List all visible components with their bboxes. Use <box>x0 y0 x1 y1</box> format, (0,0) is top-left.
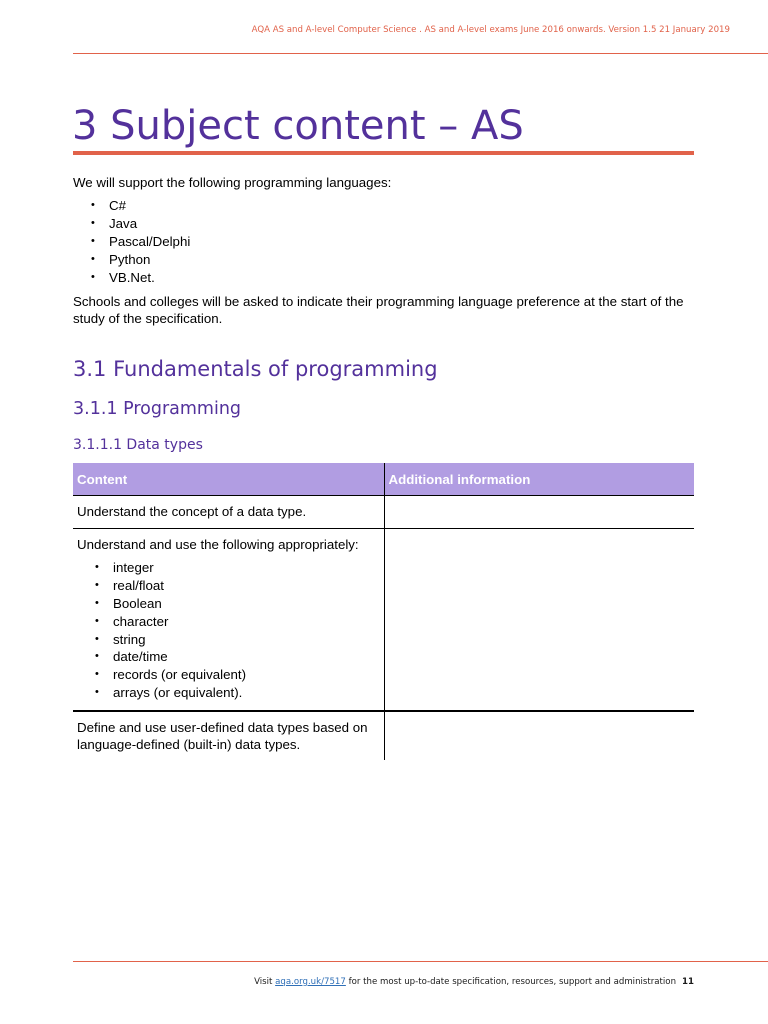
footer-suffix: for the most up-to-date specification, resources, support and administration <box>345 977 677 987</box>
list-item: • Pascal/Delphi <box>73 233 190 251</box>
list-item: • date/time <box>77 648 380 666</box>
list-item: • Boolean <box>77 595 380 613</box>
header-content: Content <box>73 463 384 496</box>
table-row <box>73 711 694 760</box>
table-cell-content <box>73 529 384 712</box>
list-item: • Java <box>73 215 190 233</box>
header-additional-information: Additional information <box>384 463 694 496</box>
table-cell-info <box>384 496 694 529</box>
list-item: • VB.Net. <box>73 269 190 287</box>
table-header-row <box>73 463 694 496</box>
schools-text: Schools and colleges will be asked to indicate their programming language preference at the start of the study of the specification. <box>73 294 684 327</box>
subsection-heading: 3.1.1 Programming <box>73 399 242 419</box>
table-cell-content: Define and use user-defined data types based on language-defined (built-in) data types. <box>77 720 368 753</box>
footer-prefix: Visit <box>254 977 276 987</box>
table-row <box>73 496 694 529</box>
running-header: AQA AS and A-level Computer Science . AS and A-level exams June 2016 onwards. Version 1.5 21 January 2019 <box>251 25 730 35</box>
intro-text: We will support the following programming languages: <box>73 175 392 190</box>
list-item: • records (or equivalent) <box>77 666 380 684</box>
page-number: 11 <box>682 977 694 987</box>
title-rule <box>73 151 694 155</box>
list-item: • real/float <box>77 577 380 595</box>
list-item: • Python <box>73 251 190 269</box>
list-item: • character <box>77 613 380 631</box>
footer-rule <box>73 961 768 962</box>
footer <box>254 977 694 987</box>
cell-text: Understand and use the following appropriately: <box>77 537 359 552</box>
list-item: • C# <box>73 197 190 215</box>
subsubsection-heading: 3.1.1.1 Data types <box>73 437 203 453</box>
data-types-table <box>73 463 694 760</box>
section-heading: 3.1 Fundamentals of programming <box>73 357 438 381</box>
list-item: • integer <box>77 559 380 577</box>
table-cell-info <box>384 529 694 712</box>
table-cell-content: Understand the concept of a data type. <box>73 496 384 529</box>
header-rule <box>73 53 768 54</box>
languages-list <box>73 197 190 286</box>
page-title: 3 Subject content – AS <box>72 103 524 149</box>
footer-link[interactable]: aqa.org.uk/7517 <box>275 977 346 987</box>
list-item: • arrays (or equivalent). <box>77 684 380 702</box>
data-types-list <box>77 559 380 701</box>
table-cell-info <box>384 711 694 760</box>
table-row <box>73 529 694 712</box>
list-item: • string <box>77 631 380 649</box>
